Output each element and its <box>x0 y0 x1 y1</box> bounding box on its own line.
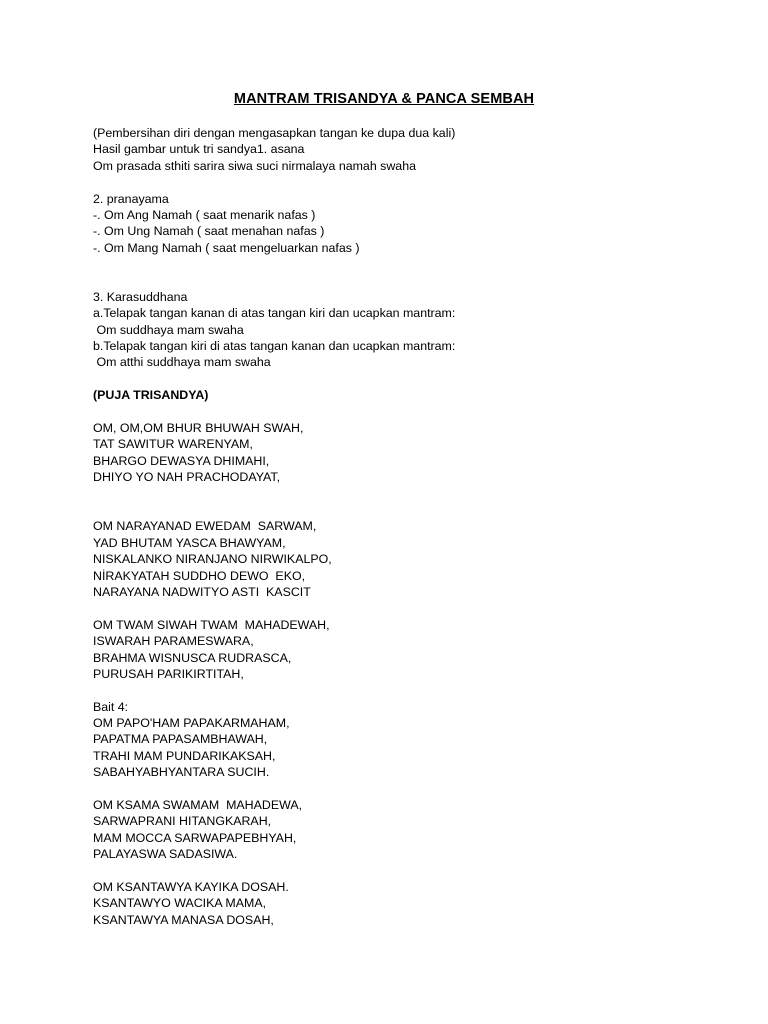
section-heading: 2. pranayama <box>93 191 169 206</box>
document-body <box>93 125 693 928</box>
spacer <box>93 174 693 190</box>
verse-line: OM TWAM SIWAH TWAM MAHADEWAH, <box>93 617 330 632</box>
document-title: MANTRAM TRISANDYA & PANCA SEMBAH <box>233 91 535 107</box>
spacer <box>93 600 693 616</box>
text-line: b.Telapak tangan kiri di atas tangan kanan dan ucapkan mantram: <box>93 339 456 354</box>
verse-2 <box>93 518 693 600</box>
text-line: a.Telapak tangan kanan di atas tangan kiri dan ucapkan mantram: <box>93 306 456 321</box>
verse-heading: Bait 4: <box>93 699 129 714</box>
pranayama-section <box>93 191 693 257</box>
text-line: Om atthi suddhaya mam swaha <box>93 355 271 370</box>
spacer <box>93 486 693 519</box>
verse-line: TRAHI MAM PUNDARIKAKSAH, <box>93 748 276 763</box>
verse-line: BRAHMA WISNUSCA RUDRASCA, <box>93 650 292 665</box>
verse-line: KSANTAWYA MANASA DOSAH, <box>93 912 274 927</box>
verse-line: TAT SAWITUR WARENYAM, <box>93 437 253 452</box>
verse-line: PALAYASWA SADASIWA. <box>93 847 238 862</box>
verse-5 <box>93 797 693 863</box>
verse-line: NARAYANA NADWITYO ASTI KASCIT <box>93 584 311 599</box>
verse-line: KSANTAWYO WACIKA MAMA, <box>93 896 267 911</box>
text-line: -. Om Ang Namah ( saat menarik nafas ) <box>93 207 316 222</box>
verse-line: YAD BHUTAM YASCA BHAWYAM, <box>93 535 286 550</box>
spacer <box>93 781 693 797</box>
verse-line: PURUSAH PARIKIRTITAH, <box>93 666 244 681</box>
verse-line: NISKALANKO NIRANJANO NIRWIKALPO, <box>93 552 332 567</box>
intro-section <box>93 125 693 174</box>
text-line: -. Om Mang Namah ( saat mengeluarkan nafas ) <box>93 240 360 255</box>
spacer <box>93 404 693 420</box>
verse-line: OM, OM,OM BHUR BHUWAH SWAH, <box>93 421 304 436</box>
verse-line: NİRAKYATAH SUDDHO DEWO EKO, <box>93 568 306 583</box>
verse-line: BHARGO DEWASYA DHIMAHI, <box>93 453 270 468</box>
puja-heading: (PUJA TRISANDYA) <box>93 388 209 403</box>
spacer <box>93 256 693 289</box>
verse-line: MAM MOCCA SARWAPAPEBHYAH, <box>93 830 297 845</box>
verse-line: OM PAPO'HAM PAPAKARMAHAM, <box>93 716 290 731</box>
verse-line: ISWARAH PARAMESWARA, <box>93 634 254 649</box>
spacer <box>93 371 693 387</box>
verse-4 <box>93 699 693 781</box>
verse-line: OM KSANTAWYA KAYIKA DOSAH. <box>93 880 289 894</box>
verse-3 <box>93 617 693 683</box>
spacer <box>93 863 693 879</box>
karasuddhana-section <box>93 289 693 371</box>
verse-line: OM KSAMA SWAMAM MAHADEWA, <box>93 798 303 813</box>
text-line: (Pembersihan diri dengan mengasapkan tangan ke dupa dua kali) <box>93 126 456 140</box>
verse-line: DHIYO YO NAH PRACHODAYAT, <box>93 470 281 485</box>
verse-line: PAPATMA PAPASAMBHAWAH, <box>93 732 268 747</box>
text-line: -. Om Ung Namah ( saat menahan nafas ) <box>93 224 325 239</box>
text-line: Hasil gambar untuk tri sandya1. asana <box>93 142 305 157</box>
verse-line: OM NARAYANAD EWEDAM SARWAM, <box>93 519 317 534</box>
verse-line: SABAHYABHYANTARA SUCIH. <box>93 765 270 780</box>
section-heading: 3. Karasuddhana <box>93 289 188 304</box>
verse-line: SARWAPRANI HITANGKARAH, <box>93 814 272 829</box>
text-line: Om suddhaya mam swaha <box>93 322 244 337</box>
verse-1 <box>93 420 693 486</box>
verse-6 <box>93 879 693 928</box>
spacer <box>93 682 693 698</box>
text-line: Om prasada sthiti sarira siwa suci nirmalaya namah swaha <box>93 158 416 173</box>
